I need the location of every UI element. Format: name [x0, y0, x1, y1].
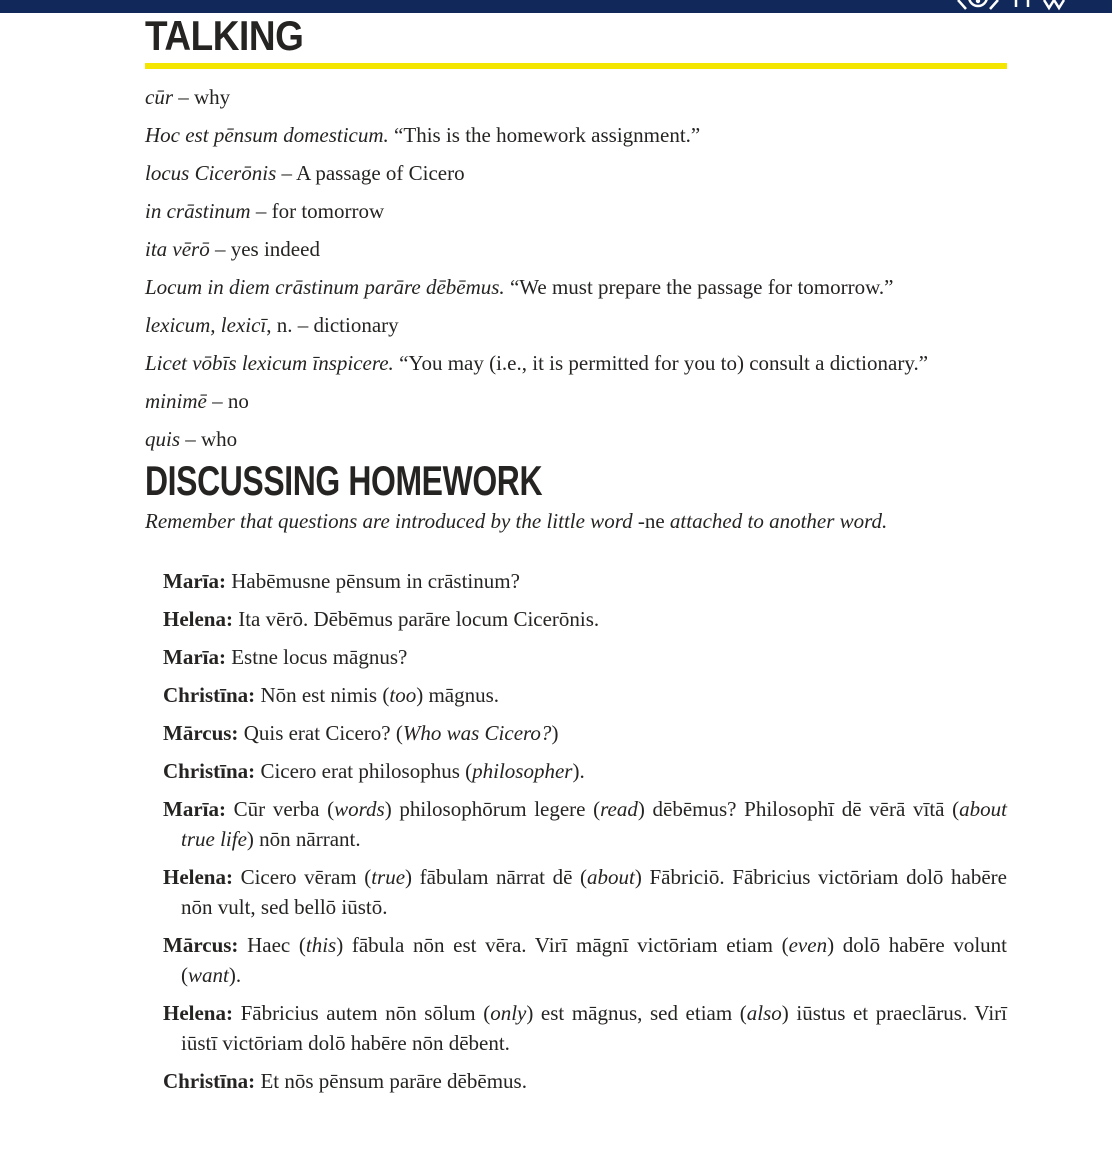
dialogue-list — [145, 566, 1007, 1096]
text-segment: also — [746, 1001, 782, 1025]
text-segment: locus Cicerōnis — [145, 161, 277, 185]
text-segment: – no — [206, 389, 249, 413]
text-segment: ) — [551, 721, 559, 745]
dialogue-line — [145, 862, 1007, 922]
text-segment: Habēmusne pēnsum in crāstinum? — [225, 569, 520, 593]
vocab-entry — [145, 192, 1007, 230]
vocab-entry — [145, 382, 1007, 420]
section-note — [145, 506, 1007, 536]
text-segment: ) māgnus. — [416, 683, 500, 707]
talking-section-title: TALKING — [145, 12, 304, 59]
text-segment: , n. – dictionary — [266, 313, 399, 337]
text-segment: quis — [145, 427, 181, 451]
text-segment: – for tomorrow — [250, 199, 385, 223]
text-segment: minimē — [145, 389, 207, 413]
text-segment: about — [587, 865, 635, 889]
speaker-name: Mārcus: — [163, 933, 239, 957]
dialogue-line — [145, 1066, 1007, 1096]
text-segment: ) dolō habēre volunt ( — [181, 933, 1008, 987]
text-segment: attached to another word. — [664, 509, 888, 533]
text-segment: only — [490, 1001, 527, 1025]
text-segment: ) dēbēmus? Philosophī dē vērā vītā ( — [637, 797, 960, 821]
dialogue-line — [145, 998, 1007, 1058]
text-segment: Licet vōbīs lexicum īnspicere. — [145, 351, 394, 375]
text-segment: – yes indeed — [209, 237, 320, 261]
text-segment: Cicero erat philosophus ( — [255, 759, 473, 783]
dialogue-line — [145, 680, 1007, 710]
vocab-entry — [145, 268, 1007, 306]
text-segment: Cūr verba ( — [225, 797, 335, 821]
text-segment: – A passage of Cicero — [276, 161, 465, 185]
text-segment: ) Fābriciō. Fābricius victōriam dolō habēre nōn vult, sed bellō iūstō. — [181, 865, 1007, 919]
dialogue-line — [145, 566, 1007, 596]
text-segment: Quis erat Cicero? ( — [238, 721, 403, 745]
text-segment: Cicero vēram ( — [232, 865, 372, 889]
text-segment: -ne — [637, 509, 665, 533]
speaker-name: Christīna: — [163, 759, 256, 783]
text-segment: want — [188, 963, 229, 987]
dialogue-line — [145, 930, 1007, 990]
dialogue-line — [145, 642, 1007, 672]
vocab-entry — [145, 420, 1007, 458]
dialogue-line — [145, 756, 1007, 786]
text-segment: Haec ( — [238, 933, 306, 957]
speaker-name: Christīna: — [163, 683, 256, 707]
text-segment: true — [371, 865, 406, 889]
text-segment: this — [305, 933, 337, 957]
text-segment: “This is the homework assignment.” — [388, 123, 701, 147]
logo-fragment-icon — [954, 0, 1074, 13]
text-segment: “You may (i.e., it is permitted for you to) consult a dictionary.” — [393, 351, 929, 375]
speaker-name: Marīa: — [163, 797, 226, 821]
text-segment: Who was Cicero? — [402, 721, 552, 745]
text-segment: Estne locus māgnus? — [225, 645, 408, 669]
text-segment: philosopher — [472, 759, 573, 783]
text-segment: ) iūstus et praeclārus. Virī iūstī victōriam dolō habēre nōn dēbent. — [181, 1001, 1007, 1055]
text-segment: ) est māgnus, sed etiam ( — [526, 1001, 747, 1025]
speaker-name: Christīna: — [163, 1069, 256, 1093]
text-segment: Hoc est pēnsum domesticum. — [145, 123, 389, 147]
text-segment: ) nōn nārrant. — [246, 827, 361, 851]
text-segment: Locum in diem crāstinum parāre dēbēmus. — [145, 275, 505, 299]
vocab-entry — [145, 230, 1007, 268]
text-segment: read — [600, 797, 638, 821]
text-segment: even — [788, 933, 828, 957]
vocab-entry — [145, 78, 1007, 116]
text-segment: – why — [173, 85, 231, 109]
vocab-entry — [145, 154, 1007, 192]
vocab-entry — [145, 306, 1007, 344]
text-segment: ). — [228, 963, 242, 987]
text-segment: ). — [572, 759, 585, 783]
text-segment: lexicum, lexicī — [145, 313, 267, 337]
text-segment: ita vērō — [145, 237, 210, 261]
vocab-entry — [145, 116, 1007, 154]
vocab-entry — [145, 344, 1007, 382]
text-segment: Ita vērō. Dēbēmus parāre locum Cicerōnis. — [232, 607, 600, 631]
vocab-list — [145, 78, 1007, 458]
text-segment: ) fābula nōn est vēra. Virī māgnī victōriam etiam ( — [336, 933, 789, 957]
text-segment: – who — [180, 427, 238, 451]
text-segment: Et nōs pēnsum parāre dēbēmus. — [255, 1069, 527, 1093]
text-segment: cūr — [145, 85, 173, 109]
text-segment: ) fābulam nārrat dē ( — [405, 865, 588, 889]
discussing-section-title: DISCUSSING HOMEWORK — [145, 457, 543, 504]
dialogue-line — [145, 718, 1007, 748]
text-segment: Fābricius autem nōn sōlum ( — [232, 1001, 491, 1025]
speaker-name: Marīa: — [163, 645, 226, 669]
text-segment: in crāstinum — [145, 199, 251, 223]
text-segment: ) philosophōrum legere ( — [384, 797, 601, 821]
text-segment: Nōn est nimis ( — [255, 683, 390, 707]
text-segment: about true life — [181, 797, 1007, 851]
text-segment: words — [334, 797, 385, 821]
yellow-rule — [145, 63, 1007, 69]
speaker-name: Helena: — [163, 607, 233, 631]
speaker-name: Helena: — [163, 1001, 233, 1025]
page-content — [145, 13, 1007, 1104]
speaker-name: Mārcus: — [163, 721, 239, 745]
dialogue-line — [145, 604, 1007, 634]
text-segment: too — [389, 683, 417, 707]
dialogue-line — [145, 794, 1007, 854]
speaker-name: Marīa: — [163, 569, 226, 593]
text-segment: “We must prepare the passage for tomorrow.” — [504, 275, 894, 299]
text-segment: Remember that questions are introduced by the little word — [145, 509, 638, 533]
speaker-name: Helena: — [163, 865, 233, 889]
